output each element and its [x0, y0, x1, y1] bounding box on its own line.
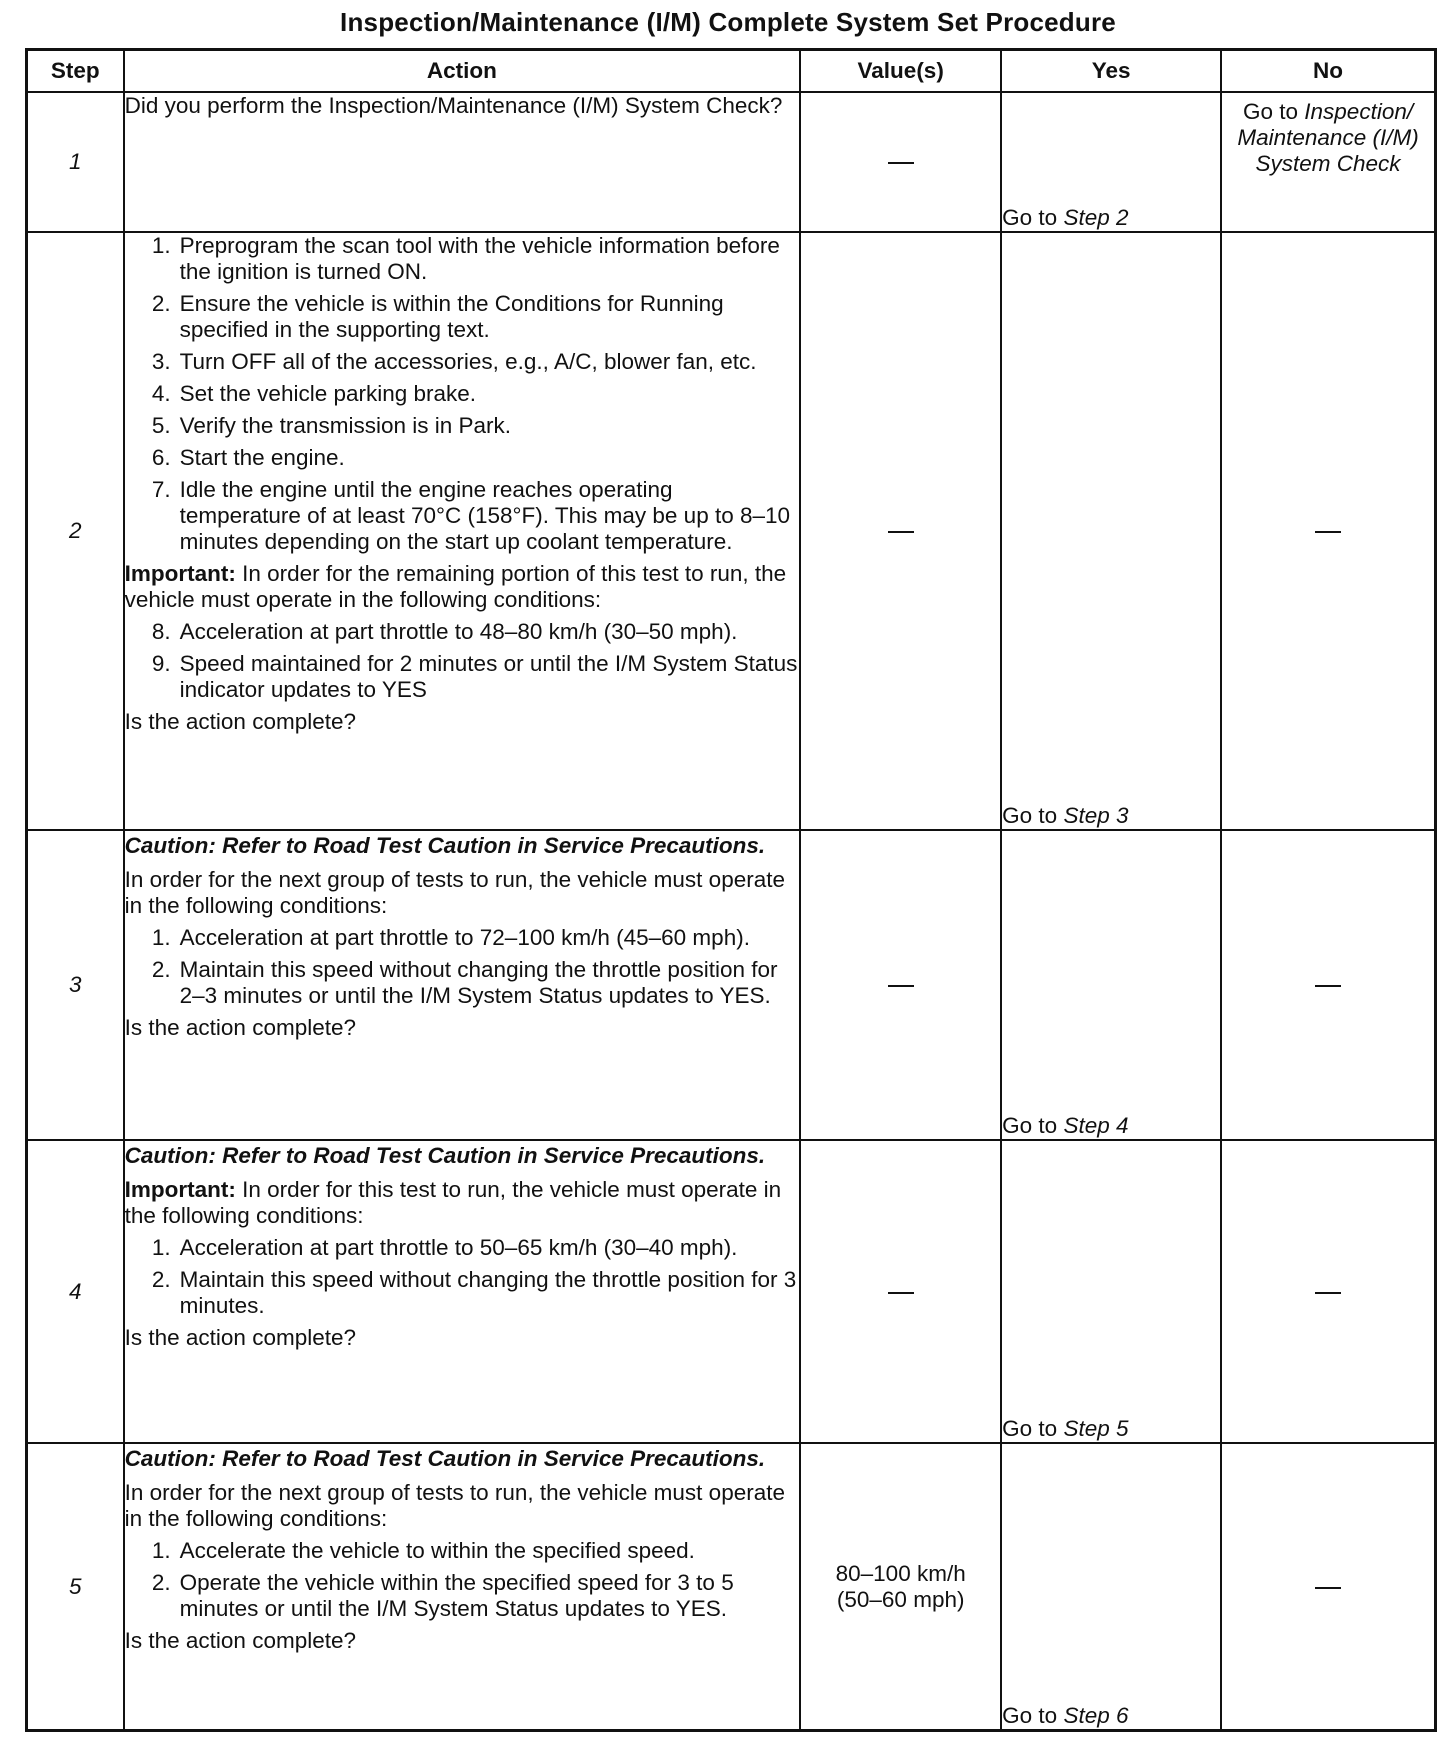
action-question: Is the action complete?	[124, 1628, 357, 1654]
list-item: 1. Preprogram the scan tool with the vehicle information before the ignition is turned ON.	[151, 233, 780, 285]
list-item: 2. Maintain this speed without changing the throttle position for 3 minutes.	[151, 1266, 797, 1318]
action-question: Is the action complete?	[124, 1014, 357, 1040]
empty-value-dash	[1315, 1292, 1341, 1294]
action-question: Did you perform the Inspection/Maintenance (I/M) System Check?	[124, 93, 783, 118]
action-cell	[124, 92, 801, 232]
step-number: 5	[27, 1443, 124, 1730]
empty-value-dash	[888, 1292, 914, 1294]
list-item: 7. Idle the engine until the engine reaches operating temperature of at least 70°C (158°F). This may be up to 8–10 minutes depending on the start up coolant temperature.	[151, 477, 791, 555]
step-number: 1	[27, 92, 124, 232]
value-cell	[800, 1140, 1001, 1444]
table-row-step-1	[27, 92, 1436, 232]
caution-note: Caution: Refer to Road Test Caution in Service Precautions.	[124, 1142, 766, 1168]
list-item: 1. Accelerate the vehicle to within the specified speed.	[151, 1538, 695, 1564]
action-list	[125, 233, 800, 555]
value-cell	[800, 830, 1001, 1140]
no-cell	[1221, 232, 1435, 829]
step-number: 2	[27, 232, 124, 829]
list-item: 9. Speed maintained for 2 minutes or until the I/M System Status indicator updates to YES	[151, 651, 798, 703]
action-cell	[124, 232, 801, 829]
yes-goto-step-2[interactable]	[1002, 205, 1128, 230]
list-item: 3. Turn OFF all of the accessories, e.g., A/C, blower fan, etc.	[151, 349, 757, 375]
empty-value-dash	[888, 985, 914, 987]
list-item: 5. Verify the transmission is in Park.	[151, 413, 511, 439]
value-cell	[800, 1443, 1001, 1730]
header-values: Value(s)	[800, 50, 1001, 93]
yes-cell	[1001, 232, 1221, 829]
empty-value-dash	[1315, 1587, 1341, 1589]
list-item: 2. Ensure the vehicle is within the Conditions for Running specified in the supporting text.	[151, 291, 724, 343]
important-note	[125, 561, 800, 613]
action-cell	[124, 1443, 801, 1730]
speed-value-kmh: 80–100 km/h	[835, 1560, 966, 1586]
action-list	[125, 1538, 800, 1622]
value-cell	[800, 92, 1001, 232]
action-cell	[124, 830, 801, 1140]
table-row-step-2	[27, 232, 1436, 829]
action-question: Is the action complete?	[124, 709, 357, 735]
yes-goto-step-3[interactable]: Go to Step 3	[1002, 802, 1129, 828]
no-cell	[1221, 1443, 1435, 1730]
action-list-continued	[125, 619, 800, 703]
goto-prefix: Go to	[1002, 205, 1064, 231]
no-cell	[1221, 1140, 1435, 1444]
header-step: Step	[27, 50, 124, 93]
yes-goto-step-4[interactable]: Go to Step 4	[1002, 1112, 1129, 1138]
list-item: 1. Acceleration at part throttle to 72–100 km/h (45–60 mph).	[151, 924, 750, 950]
value-cell	[800, 232, 1001, 829]
caution-note: Caution: Refer to Road Test Caution in Service Precautions.	[124, 832, 766, 858]
no-cell	[1221, 92, 1435, 232]
empty-value-dash	[888, 531, 914, 533]
list-item: 6. Start the engine.	[151, 445, 345, 471]
step-number: 4	[27, 1140, 124, 1444]
header-row	[27, 50, 1436, 93]
table-row-step-3	[27, 830, 1436, 1140]
list-item: 1. Acceleration at part throttle to 50–65 km/h (30–40 mph).	[151, 1234, 738, 1260]
yes-cell	[1001, 92, 1221, 232]
list-item: 2. Operate the vehicle within the specified speed for 3 to 5 minutes or until the I/M System Status updates to YES.	[151, 1570, 734, 1622]
yes-goto-step-5[interactable]: Go to Step 5	[1002, 1416, 1129, 1442]
procedure-table	[25, 48, 1437, 1732]
header-action: Action	[124, 50, 801, 93]
table-row-step-5	[27, 1443, 1436, 1730]
yes-cell	[1001, 830, 1221, 1140]
header-no: No	[1221, 50, 1435, 93]
caution-note: Caution: Refer to Road Test Caution in Service Precautions.	[124, 1446, 766, 1472]
important-label: Important:	[124, 561, 236, 587]
list-item: 4. Set the vehicle parking brake.	[151, 381, 477, 407]
step-number: 3	[27, 830, 124, 1140]
important-note	[125, 1177, 800, 1229]
yes-cell	[1001, 1140, 1221, 1444]
goto-target: Inspection/ Maintenance (I/M) System Check	[1237, 99, 1419, 176]
important-text: In order for the remaining portion of this test to run, the vehicle must operate in the following conditions:	[124, 561, 787, 613]
list-item: 2. Maintain this speed without changing the throttle position for 2–3 minutes or until the I/M System Status updates to YES.	[151, 956, 778, 1008]
no-goto-im-system-check[interactable]	[1237, 99, 1418, 176]
empty-value-dash	[1315, 531, 1341, 533]
yes-goto-step-6[interactable]: Go to Step 6	[1002, 1703, 1129, 1728]
action-question: Is the action complete?	[124, 1324, 357, 1350]
yes-cell	[1001, 1443, 1221, 1730]
important-text: In order for this test to run, the vehicle must operate in the following conditions:	[124, 1176, 782, 1228]
important-label: Important:	[124, 1176, 236, 1202]
table-row-step-4	[27, 1140, 1436, 1444]
action-intro: In order for the next group of tests to run, the vehicle must operate in the following conditions:	[124, 1480, 785, 1532]
speed-value-mph: (50–60 mph)	[836, 1586, 965, 1612]
action-list	[125, 1235, 800, 1319]
goto-prefix: Go to	[1242, 99, 1305, 124]
goto-target: Step 2	[1063, 205, 1129, 231]
no-cell	[1221, 830, 1435, 1140]
empty-value-dash	[888, 162, 914, 164]
procedure-title: Inspection/Maintenance (I/M) Complete System Set Procedure	[340, 7, 1116, 37]
action-intro: In order for the next group of tests to run, the vehicle must operate in the following conditions:	[124, 866, 785, 918]
action-cell	[124, 1140, 801, 1444]
empty-value-dash	[1315, 985, 1341, 987]
action-list	[125, 925, 800, 1009]
header-yes: Yes	[1001, 50, 1221, 93]
list-item: 8. Acceleration at part throttle to 48–80 km/h (30–50 mph).	[151, 619, 738, 645]
